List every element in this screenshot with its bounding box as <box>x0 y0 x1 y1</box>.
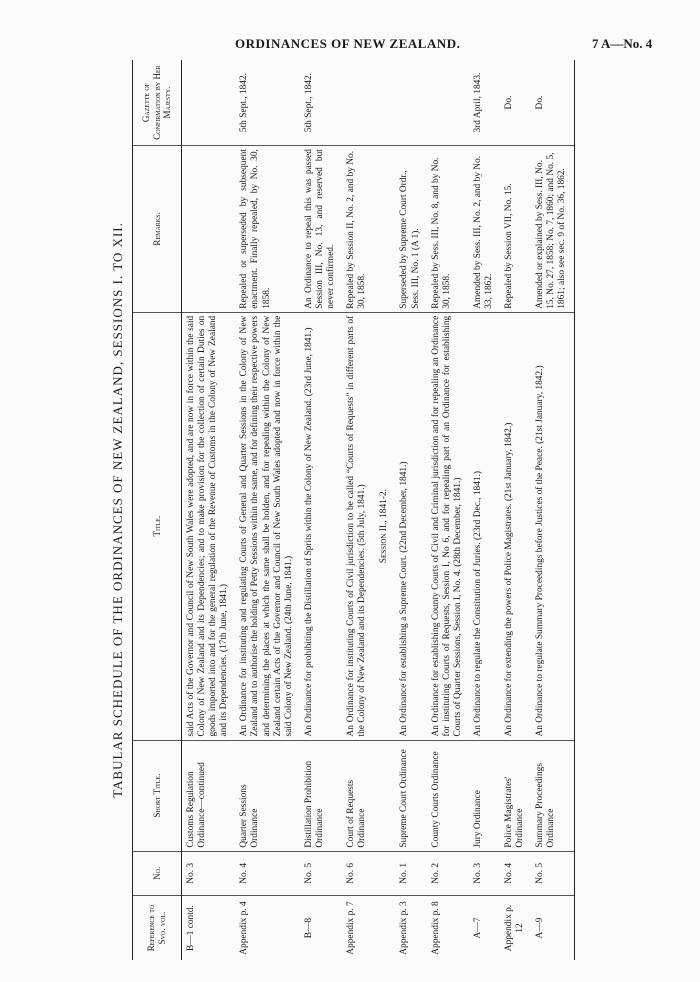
cell-remarks: Repealed by Sess. III, No. 8, and by No. 30, 1858. <box>427 146 469 313</box>
page-number: 7 A—No. 4 <box>592 36 653 51</box>
cell-title: An Ordinance for prohibiting the Distillation of Sprits within the Colony of New Zealand. (23rd June, 1841.) <box>300 312 342 740</box>
cell-gazette: Do. <box>531 60 574 146</box>
cell-remarks: Repealed by Session II, No. 2, and by No. 30, 1858. <box>342 146 373 313</box>
column-header-no: No. <box>133 851 182 895</box>
cell-title: said Acts of the Governor and Council of New South Wales were adopted, and are now in force within the said Colony of New Zealand and its Dependencies; and to make provision for the collection of certain Duties on goods imported into and for the general regulation of the Revenue of Customs in the Colony of New Zealand and its Dependencies. (17th June, 1841.) <box>182 312 236 740</box>
rotated-schedule <box>110 60 690 960</box>
session-heading-row <box>373 60 395 960</box>
cell-gazette <box>427 60 469 146</box>
cell-remarks: Repealed or superseded by subsequent enactment. Finally repealed, by No. 30, 1858. <box>235 146 299 313</box>
table-row <box>531 60 574 960</box>
page-header <box>0 30 700 60</box>
cell-short-title: County Courts Ordinance <box>427 740 469 851</box>
cell-reference: B—1 contd. <box>186 905 196 951</box>
cell-gazette: 5th Sept., 1842. <box>300 60 342 146</box>
cell-gazette: Do. <box>500 60 531 146</box>
cell-gazette: 3rd April, 1843. <box>469 60 500 146</box>
cell-remarks: Amended or explained by Sess. III, No. 15, No. 27, 1858; No. 7, 1860; and No. 5, 1861; also see sec. 9 of No. 36, 1862. <box>531 146 574 313</box>
cell-no: No. 5 <box>300 851 342 895</box>
cell-short-title: Jury Ordinance <box>469 740 500 851</box>
cell-no: No. 3 <box>182 851 236 895</box>
cell-remarks: Superseded by Supreme Court Ordr., Sess. III, No. 1 (A 1). <box>395 146 426 313</box>
cell-title: An Ordinance for establishing a Supreme Court. (22nd December, 1841.) <box>395 312 426 740</box>
cell-short-title: Summary Proceedings Ordinance <box>531 740 574 851</box>
table-row <box>469 60 500 960</box>
column-header-title: Title. <box>133 312 182 740</box>
cell-reference: Appendix p. 7 <box>346 901 357 955</box>
cell-remarks: An Ordinance to repeal this was passed Session III, No. 13, and reserved but never confirmed. <box>300 146 342 313</box>
cell-short-title: Police Magistrates' Ordinance <box>500 740 531 851</box>
cell-reference: Appendix p. 3 <box>399 901 410 955</box>
column-header-reference: Reference to Svo. vol. <box>133 896 182 960</box>
table-header-row <box>133 60 182 960</box>
cell-no: No. 4 <box>235 851 299 895</box>
cell-reference: Appendix p. 8 <box>430 901 441 955</box>
cell-reference: Appendix p. 4 <box>239 901 250 955</box>
cell-reference: A—7 <box>472 917 483 939</box>
cell-short-title: Quarter Sessions Ordinance <box>235 740 299 851</box>
cell-short-title: Customs Regulation Ordinance—continued <box>182 740 236 851</box>
cell-reference: Appendix p. 12 <box>504 904 526 952</box>
cell-remarks: Repealed by Session VII, No. 15. <box>500 146 531 313</box>
table-row <box>182 60 236 960</box>
cell-gazette: 5th Sept., 1842. <box>235 60 299 146</box>
cell-no: No. 4 <box>500 851 531 895</box>
cell-title: An Ordinance for establishing County Courts of Civil and Criminal jurisdiction and for repealing an Ordinance for instituting Courts of Requests, Session I, No 6, and for repealing part of an Ordinance for establishing Courts of Quarter Sessions, Session I, No. 4. (28th December, 1841.) <box>427 312 469 740</box>
cell-no: No. 2 <box>427 851 469 895</box>
column-header-remarks: Remarks. <box>133 146 182 313</box>
cell-gazette <box>342 60 373 146</box>
cell-short-title: Court of Requests Ordinance <box>342 740 373 851</box>
session-heading: Session II., 1841-2. <box>373 312 395 740</box>
cell-no: No. 5 <box>531 851 574 895</box>
cell-title: An Ordinance for instituting Courts of Civil jurisdiction to be called “Courts of Requests” in different parts of the Colony of New Zealand and its Dependencies. (5th July, 1841.) <box>342 312 373 740</box>
running-head: ORDINANCES OF NEW ZEALAND. <box>235 36 461 51</box>
cell-remarks <box>182 146 236 313</box>
cell-no: No. 1 <box>395 851 426 895</box>
cell-title: An Ordinance for instituting and regulating Courts of General and Quarter Sessions in the Colony of New Zealand and to authorise the holding of Petty Sessions within the same, and for defining their respective powers and determining the places at which the same shall be holden, and for repealing within the Colony of New Zealand certain Acts of the Governor and Council of New South Wales adopted and now in force within the said Colony of New Zealand. (24th June, 1841.) <box>235 312 299 740</box>
cell-title: An Ordinance to regulate the Constitution of Juries. (23rd Dec., 1841.) <box>469 312 500 740</box>
cell-short-title: Supreme Court Ordinance <box>395 740 426 851</box>
cell-gazette <box>182 60 236 146</box>
cell-no: No. 6 <box>342 851 373 895</box>
cell-title: An Ordinance to regulate Summary Proceedings before Justices of the Peace. (21st January, 1842.) <box>531 312 574 740</box>
column-header-short-title: Short Title. <box>133 740 182 851</box>
cell-short-title: Distillation Prohibition Ordinance <box>300 740 342 851</box>
cell-gazette <box>395 60 426 146</box>
table-row <box>342 60 373 960</box>
table-row <box>235 60 299 960</box>
cell-no: No. 3 <box>469 851 500 895</box>
table-row <box>500 60 531 960</box>
ordinances-table <box>132 60 575 960</box>
table-row <box>427 60 469 960</box>
column-header-gazette: Gazette of Confirmation by Her Majesty. <box>133 60 182 146</box>
table-row <box>395 60 426 960</box>
schedule-title: TABULAR SCHEDULE OF THE ORDINANCES OF NEW ZEALAND, SESSIONS I. TO XII. <box>110 222 125 798</box>
table-row <box>300 60 342 960</box>
cell-title: An Ordinance for extending the powers of Police Magistrates. (21st January, 1842.) <box>500 312 531 740</box>
cell-reference: B—8 <box>303 917 314 939</box>
cell-reference: A—9 <box>531 896 574 960</box>
cell-remarks: Amended by Sess. III, No. 2, and by No. 33, 1862. <box>469 146 500 313</box>
